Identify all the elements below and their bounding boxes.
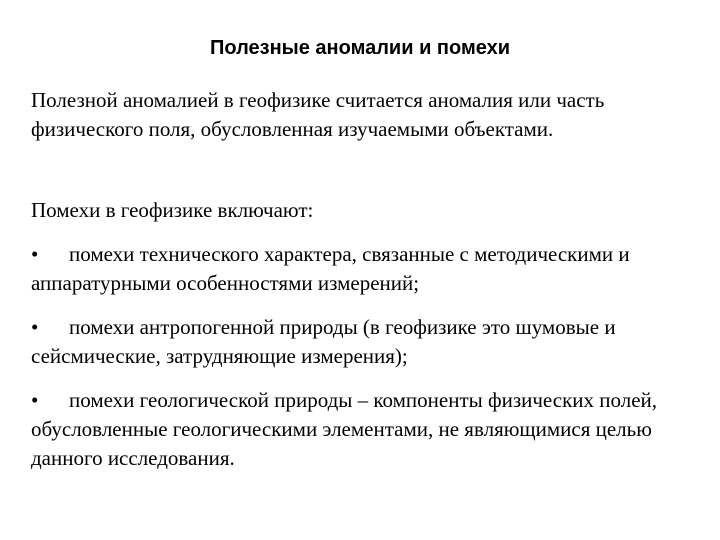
definition-paragraph: Полезной аномалией в геофизике считается аномалия или часть физического поля, обусловленная изучаемыми объектами.	[31, 88, 605, 141]
bullet-text: помехи технического характера, связанные с методическими и аппаратурными особенностями измерений;	[31, 242, 630, 295]
bullet-item	[31, 313, 691, 371]
bullet-marker: •	[31, 242, 39, 266]
bullet-item	[31, 240, 691, 298]
bullet-text: помехи геологической природы – компоненты физических полей, обусловленные геологическими элементами, не являющимися целью данного исследования.	[31, 388, 658, 470]
bullet-marker: •	[31, 315, 39, 339]
bullet-text: помехи антропогенной природы (в геофизике это шумовые и сейсмические, затрудняющие измерения);	[31, 315, 616, 368]
intro-paragraph: Помехи в геофизике включают:	[31, 198, 314, 222]
bullet-marker: •	[31, 388, 39, 412]
slide-title: Полезные аномалии и помехи	[209, 37, 511, 59]
bullet-item	[31, 386, 691, 473]
